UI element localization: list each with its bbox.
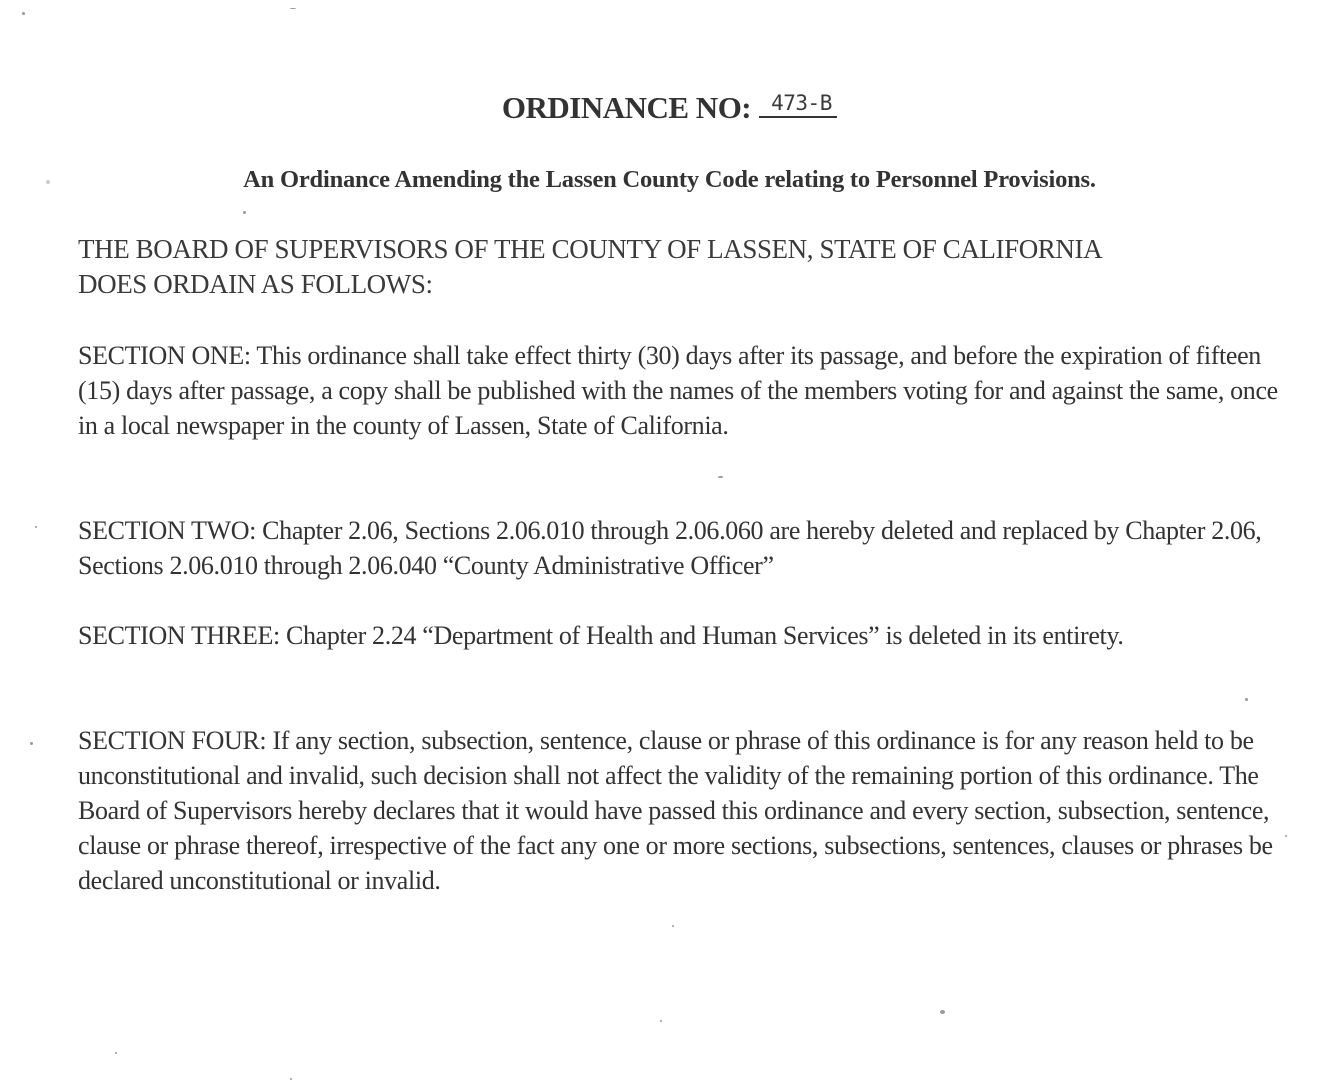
- scan-speck: [30, 742, 33, 745]
- section-two: SECTION TWO: Chapter 2.06, Sections 2.06.010 through 2.06.060 are hereby deleted and replaced by Chapter 2.06, Sections 2.06.010 through 2.06.040 “County Administrative Officer”: [78, 516, 1262, 580]
- ordinance-number-blank: [759, 88, 837, 118]
- section-one: SECTION ONE: This ordinance shall take effect thirty (30) days after its passage, and before the expiration of fifteen (15) days after passage, a copy shall be published with the names of the members voting for and against the same, once in a local newspaper in the county of Lassen, State of California.: [78, 341, 1278, 440]
- scan-speck: [35, 526, 37, 528]
- scan-speck: [46, 180, 50, 184]
- scan-speck: [290, 1078, 292, 1080]
- scan-speck: [940, 1010, 945, 1014]
- scan-speck: [115, 1052, 117, 1054]
- ordinance-label: ORDINANCE NO:: [501, 90, 752, 125]
- ordinance-number-value: 473-B: [771, 91, 832, 115]
- section-four: SECTION FOUR: If any section, subsection, sentence, clause or phrase of this ordinance is for any reason held to be unconstitutional and invalid, such decision shall not affect the validity of the remaining portion of this ordinance. The Board of Supervisors hereby declares that it would have passed this ordinance and every section, subsection, sentence, clause or phrase thereof, irrespective of the fact any one or more sections, subsections, sentences, clauses or phrases be declared unconstitutional or invalid.: [78, 726, 1273, 895]
- scan-speck: [660, 1020, 662, 1022]
- scan-speck: [672, 925, 674, 927]
- scan-speck: [243, 211, 246, 214]
- scan-speck: [1245, 698, 1248, 701]
- scan-speck: [718, 476, 723, 478]
- scan-speck: [22, 12, 25, 15]
- scan-speck: [290, 8, 296, 9]
- board-statement: THE BOARD OF SUPERVISORS OF THE COUNTY OF LASSEN, STATE OF CALIFORNIA DOES ORDAIN AS FOLLOWS:: [78, 234, 1101, 299]
- scan-speck: [1285, 835, 1287, 837]
- section-three: SECTION THREE: Chapter 2.24 “Department of Health and Human Services” is deleted in its entirety.: [78, 621, 1124, 650]
- ordinance-subtitle: An Ordinance Amending the Lassen County Code relating to Personnel Provisions.: [243, 166, 1096, 193]
- ordinance-number-heading: [0, 88, 1339, 126]
